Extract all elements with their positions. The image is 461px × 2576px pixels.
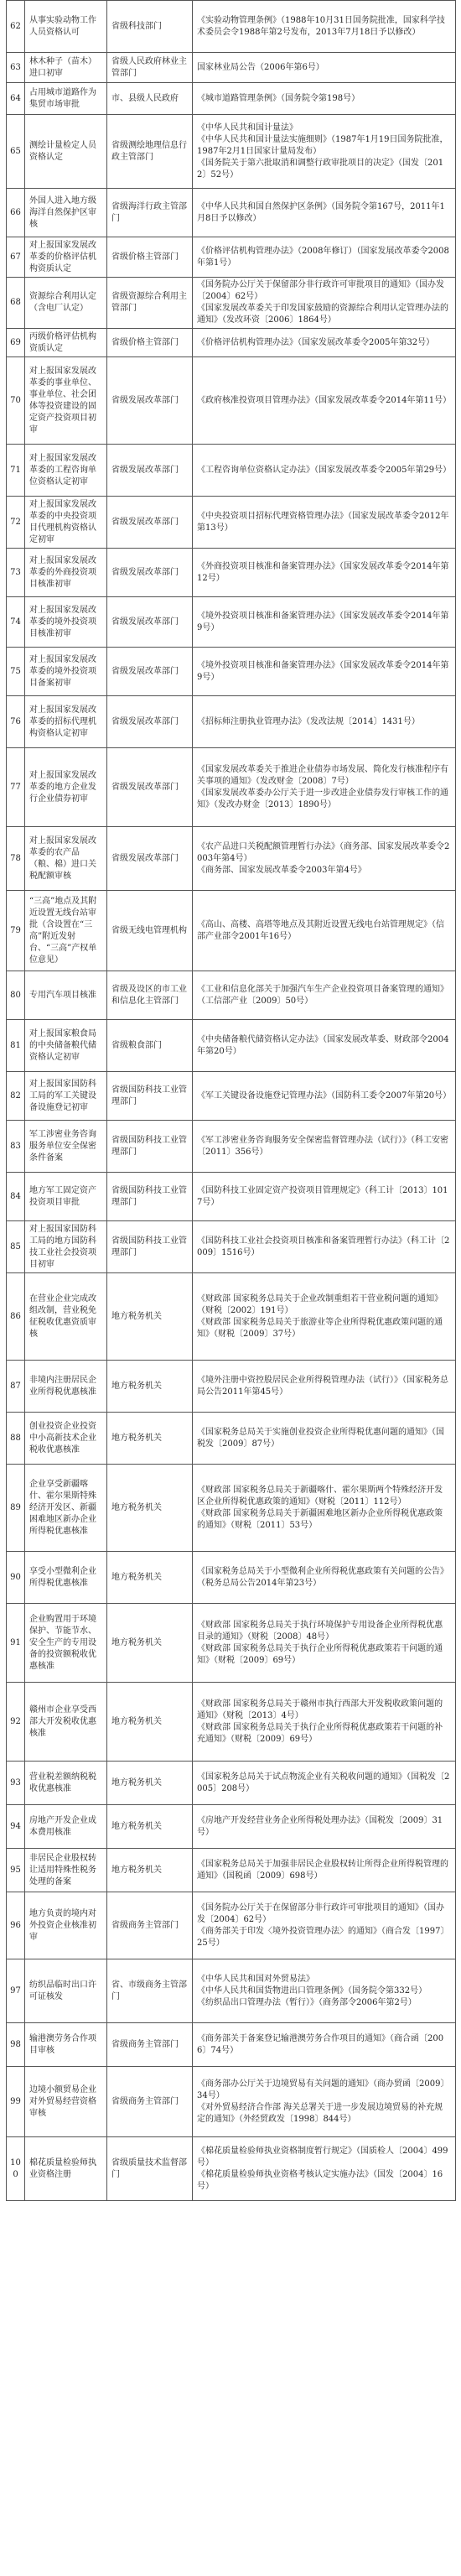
- item-name-cell: 边境小额贸易企业对外贸易经营资格审核: [25, 2067, 107, 2137]
- legal-basis-cell: 《国家税务总局关于加强非居民企业股权转让所得企业所得税管理的通知》（国税函〔2009〕698号）: [193, 1849, 456, 1892]
- table-row: [7, 1413, 456, 1465]
- item-name-cell: 在营业企业完成改组改制，营业税免征税收优惠资质审核: [25, 1273, 107, 1361]
- table-row: [7, 497, 456, 549]
- item-name-cell: 军工涉密业务咨询服务单位安全保密条件备案: [25, 1121, 107, 1173]
- department-cell: 省级发展改革部门: [107, 648, 193, 696]
- table-row: [7, 1762, 456, 1805]
- table-row: [7, 237, 456, 278]
- department-cell: 地方税务机关: [107, 1552, 193, 1604]
- item-name-cell: 对上报国家国防科工局的地方国防科技工业社会投资项目初审: [25, 1221, 107, 1273]
- department-cell: 省级及设区的市工业和信息化主管部门: [107, 971, 193, 1020]
- legal-basis-cell: 《价格评估机构管理办法》（国家发展改革委令2005年第32号）: [193, 329, 456, 357]
- department-cell: 省级无线电管理机构: [107, 891, 193, 971]
- table-row: [7, 1, 456, 53]
- legal-basis-cell: 《中华人民共和国对外贸易法》 《中华人民共和国货物进出口管理条例》（国务院令第332号） 《纺织品出口管理办法（暂行）》（商务部令2006年第2号）: [193, 1959, 456, 2023]
- table-row: [7, 748, 456, 827]
- department-cell: 地方税务机关: [107, 1762, 193, 1805]
- table-row: [7, 891, 456, 971]
- department-cell: 省级国防科技工业管理部门: [107, 1072, 193, 1121]
- item-name-cell: 从事实验动物工作人员资格认可: [25, 1, 107, 53]
- legal-basis-cell: 《国家税务总局关于小型微利企业所得税优惠政策有关问题的公告》（税务总局公告2014年第23号）: [193, 1552, 456, 1604]
- row-number-cell: 87: [7, 1361, 25, 1413]
- item-name-cell: 非居民企业股权转让适用特殊性税务处理的备案: [25, 1849, 107, 1892]
- legal-basis-cell: 《商务部关于备案登记输港澳劳务合作项目的通知》（商合函〔2006〕74号）: [193, 2023, 456, 2067]
- item-name-cell: 对上报国家粮食局的中央储备粮代储资格认定初审: [25, 1020, 107, 1072]
- row-number-cell: 81: [7, 1020, 25, 1072]
- row-number-cell: 82: [7, 1072, 25, 1121]
- department-cell: 省级海洋行政主管部门: [107, 189, 193, 237]
- row-number-cell: 67: [7, 237, 25, 278]
- department-cell: 省级国防科技工业管理部门: [107, 1121, 193, 1173]
- legal-basis-cell: 《中华人民共和国自然保护区条例》（国务院令第167号，2011年1月8日予以修改）: [193, 189, 456, 237]
- row-number-cell: 84: [7, 1173, 25, 1221]
- table-row: [7, 83, 456, 115]
- table-row: [7, 1121, 456, 1173]
- row-number-cell: 71: [7, 445, 25, 497]
- table-row: [7, 1604, 456, 1683]
- department-cell: 省级发展改革部门: [107, 549, 193, 597]
- item-name-cell: 地方负责的境内对外投资企业核准初审: [25, 1892, 107, 1959]
- table-row: [7, 189, 456, 237]
- legal-basis-cell: 《外商投资项目核准和备案管理办法》（国家发展改革委令2014年第12号）: [193, 549, 456, 597]
- row-number-cell: 92: [7, 1683, 25, 1762]
- table-row: [7, 2067, 456, 2137]
- department-cell: 省级国防科技工业管理部门: [107, 1173, 193, 1221]
- legal-basis-cell: 《境外投资项目核准和备案管理办法》（国家发展改革委令2014年第9号）: [193, 597, 456, 648]
- item-name-cell: 对上报国家发展改革委的境外投资项目备案初审: [25, 648, 107, 696]
- item-name-cell: 地方军工固定资产投资项目审批: [25, 1173, 107, 1221]
- item-name-cell: 资源综合利用认定（含电厂认定）: [25, 278, 107, 329]
- row-number-cell: 86: [7, 1273, 25, 1361]
- legal-basis-cell: 《中央投资项目招标代理资格管理办法》（国家发展改革委令2012年第13号）: [193, 497, 456, 549]
- legal-basis-cell: 《财政部 国家税务总局关于执行环境保护专用设备企业所得税优惠目录的通知》（财税〔2008〕48号） 《财政部 国家税务总局关于执行企业所得税优惠政策若干问题的通知》（财税〔2009〕69号）: [193, 1604, 456, 1683]
- legal-basis-cell: 《财政部 国家税务总局关于赣州市执行西部大开发税收政策问题的通知》（财税〔2013〕4号） 《财政部 国家税务总局关于执行企业所得税优惠政策若干问题的补充通知》（财税〔2009〕69号）: [193, 1683, 456, 1762]
- legal-basis-cell: 《国家税务总局关于试点物流企业有关税收问题的通知》（国税发〔2005〕208号）: [193, 1762, 456, 1805]
- table-row: [7, 1552, 456, 1604]
- department-cell: 地方税务机关: [107, 1683, 193, 1762]
- row-number-cell: 65: [7, 115, 25, 189]
- row-number-cell: 66: [7, 189, 25, 237]
- legal-basis-cell: 《招标师注册执业管理办法》（发改法规〔2014〕1431号）: [193, 696, 456, 748]
- legal-basis-cell: 《棉花质量检验师执业资格制度暂行规定》（国质检人〔2004〕499号） 《棉花质量检验师执业资格考核认定实施办法》（国发〔2004〕16号）: [193, 2137, 456, 2201]
- table-row: [7, 1072, 456, 1121]
- table-row: [7, 827, 456, 891]
- legal-basis-cell: 《价格评估机构管理办法》（2008年修订）（国家发展改革委令2008年第1号）: [193, 237, 456, 278]
- item-name-cell: 专用汽车项目核准: [25, 971, 107, 1020]
- row-number-cell: 90: [7, 1552, 25, 1604]
- row-number-cell: 100: [7, 2137, 25, 2201]
- item-name-cell: 丙级价格评估机构资质认定: [25, 329, 107, 357]
- row-number-cell: 72: [7, 497, 25, 549]
- row-number-cell: 64: [7, 83, 25, 115]
- department-cell: 省级质量技术监督部门: [107, 2137, 193, 2201]
- row-number-cell: 93: [7, 1762, 25, 1805]
- item-name-cell: 棉花质量检验师执业资格注册: [25, 2137, 107, 2201]
- item-name-cell: 测绘计量检定人员资格认定: [25, 115, 107, 189]
- table-body: [7, 1, 456, 2201]
- table-row: [7, 115, 456, 189]
- row-number-cell: 94: [7, 1805, 25, 1849]
- row-number-cell: 62: [7, 1, 25, 53]
- row-number-cell: 74: [7, 597, 25, 648]
- row-number-cell: 97: [7, 1959, 25, 2023]
- row-number-cell: 99: [7, 2067, 25, 2137]
- department-cell: 省级发展改革部门: [107, 696, 193, 748]
- legal-basis-cell: 《境外注册中资控股居民企业所得税管理办法（试行）》（国家税务总局公告2011年第45号）: [193, 1361, 456, 1413]
- item-name-cell: 营业税差额纳税税收优惠核准: [25, 1762, 107, 1805]
- table-row: [7, 1959, 456, 2023]
- department-cell: 省级价格主管部门: [107, 237, 193, 278]
- department-cell: 省级测绘地理信息行政主管部门: [107, 115, 193, 189]
- item-name-cell: 非境内注册居民企业所得税优惠核准: [25, 1361, 107, 1413]
- row-number-cell: 77: [7, 748, 25, 827]
- legal-basis-cell: 《国家税务总局关于实施创业投资企业所得税优惠问题的通知》（国税发〔2009〕87号）: [193, 1413, 456, 1465]
- row-number-cell: 89: [7, 1465, 25, 1552]
- department-cell: 市、县级人民政府: [107, 83, 193, 115]
- item-name-cell: 房地产开发企业成本费用核准: [25, 1805, 107, 1849]
- department-cell: 省级发展改革部门: [107, 497, 193, 549]
- legal-basis-cell: 《工程咨询单位资格认定办法》（国家发展改革委令2005年第29号）: [193, 445, 456, 497]
- legal-basis-cell: 国家林业局公告（2006年第6号）: [193, 53, 456, 83]
- item-name-cell: 林木种子（苗木）进口初审: [25, 53, 107, 83]
- legal-basis-cell: 《国家发展改革委关于推进企业债券市场发展、简化发行核准程序有关事项的通知》（发改财金〔2008〕7号） 《国家发展改革委办公厅关于进一步改进企业债券发行审核工作的通知》（发改办财金〔2013〕1890号）: [193, 748, 456, 827]
- legal-basis-cell: 《军工涉密业务咨询服务安全保密监督管理办法（试行）》（科工安密〔2011〕356号）: [193, 1121, 456, 1173]
- row-number-cell: 98: [7, 2023, 25, 2067]
- table-row: [7, 278, 456, 329]
- table-row: [7, 971, 456, 1020]
- item-name-cell: 企业享受新疆喀什、霍尔果斯特殊经济开发区、新疆困难地区新办企业所得税优惠核准: [25, 1465, 107, 1552]
- table-row: [7, 445, 456, 497]
- item-name-cell: 对上报国家发展改革委的中央投资项目代理机构资格认定初审: [25, 497, 107, 549]
- legal-basis-cell: 《境外投资项目核准和备案管理办法》（国家发展改革委令2014年第9号）: [193, 648, 456, 696]
- row-number-cell: 76: [7, 696, 25, 748]
- table-row: [7, 1361, 456, 1413]
- item-name-cell: 对上报国家发展改革委的工程咨询单位资格认定初审: [25, 445, 107, 497]
- legal-basis-cell: 《中央储备粮代储资格认定办法》（国家发展改革委、财政部令2004年第20号）: [193, 1020, 456, 1072]
- table-row: [7, 1273, 456, 1361]
- department-cell: 省级发展改革部门: [107, 357, 193, 445]
- legal-basis-cell: 《房地产开发经营业务企业所得税处理办法》（国税发〔2009〕31号）: [193, 1805, 456, 1849]
- department-cell: 地方税务机关: [107, 1604, 193, 1683]
- item-name-cell: 对上报国家发展改革委的农产品（粮、棉）进口关税配额审核: [25, 827, 107, 891]
- department-cell: 地方税务机关: [107, 1361, 193, 1413]
- department-cell: 地方税务机关: [107, 1805, 193, 1849]
- department-cell: 省级发展改革部门: [107, 597, 193, 648]
- item-name-cell: 享受小型微利企业所得税优惠核准: [25, 1552, 107, 1604]
- department-cell: 省、市级商务主管部门: [107, 1959, 193, 2023]
- legal-basis-cell: 《国防科技工业社会投资项目核准和备案管理暂行办法》（科工计〔2009〕1516号）: [193, 1221, 456, 1273]
- legal-basis-cell: 《中华人民共和国计量法》 《中华人民共和国计量法实施细则》（1987年1月19日国务院批准，1987年2月1日国家计量局发布） 《国务院关于第六批取消和调整行政审批项目的决定》（国发〔2012〕52号）: [193, 115, 456, 189]
- item-name-cell: 对上报国家发展改革委的招标代理机构资格认定初审: [25, 696, 107, 748]
- item-name-cell: 对上报国家发展改革委的外商投资项目核准初审: [25, 549, 107, 597]
- legal-basis-cell: 《军工关键设备设施登记管理办法》（国防科工委令2007年第20号）: [193, 1072, 456, 1121]
- department-cell: 省级商务主管部门: [107, 2067, 193, 2137]
- table-row: [7, 1020, 456, 1072]
- table-row: [7, 1892, 456, 1959]
- row-number-cell: 88: [7, 1413, 25, 1465]
- table-row: [7, 1173, 456, 1221]
- approval-items-table: [6, 0, 456, 2201]
- table-row: [7, 2023, 456, 2067]
- table-row: [7, 696, 456, 748]
- department-cell: 地方税务机关: [107, 1413, 193, 1465]
- table-row: [7, 357, 456, 445]
- row-number-cell: 75: [7, 648, 25, 696]
- table-row: [7, 2137, 456, 2201]
- department-cell: 省级国防科技工业管理部门: [107, 1221, 193, 1273]
- row-number-cell: 79: [7, 891, 25, 971]
- department-cell: 省级价格主管部门: [107, 329, 193, 357]
- row-number-cell: 68: [7, 278, 25, 329]
- item-name-cell: 外国人进入地方级海洋自然保护区审核: [25, 189, 107, 237]
- row-number-cell: 85: [7, 1221, 25, 1273]
- row-number-cell: 69: [7, 329, 25, 357]
- item-name-cell: 对上报国家发展改革委的地方企业发行企业债券初审: [25, 748, 107, 827]
- department-cell: 省级发展改革部门: [107, 827, 193, 891]
- row-number-cell: 91: [7, 1604, 25, 1683]
- table-row: [7, 648, 456, 696]
- row-number-cell: 78: [7, 827, 25, 891]
- row-number-cell: 83: [7, 1121, 25, 1173]
- legal-basis-cell: 《实验动物管理条例》（1988年10月31日国务院批准，国家科学技术委员会令1988年第2号发布，2013年7月18日予以修改）: [193, 1, 456, 53]
- item-name-cell: 赣州市企业享受西部大开发税收优惠核准: [25, 1683, 107, 1762]
- table-row: [7, 549, 456, 597]
- department-cell: 省级发展改革部门: [107, 748, 193, 827]
- table-row: [7, 597, 456, 648]
- table-row: [7, 53, 456, 83]
- item-name-cell: 对上报国家发展改革委的事业单位、事业单位、社会团体等投资建设的固定资产投资项目初审: [25, 357, 107, 445]
- row-number-cell: 96: [7, 1892, 25, 1959]
- legal-basis-cell: 《高山、高楼、高塔等地点及其附近设置无线电台站管理规定》（信部产业部令2001年16号）: [193, 891, 456, 971]
- table-row: [7, 329, 456, 357]
- item-name-cell: 对上报国家国防科工局的军工关键设备设施登记初审: [25, 1072, 107, 1121]
- department-cell: 省级商务主管部门: [107, 1892, 193, 1959]
- table-row: [7, 1849, 456, 1892]
- department-cell: 省级科技部门: [107, 1, 193, 53]
- legal-basis-cell: 《商务部办公厅关于边境贸易有关问题的通知》（商办贸函〔2009〕34号） 《对外贸易经济合作部 海关总署关于进一步发展边境贸易的补充规定的通知》（外经贸政发〔1998〕844号）: [193, 2067, 456, 2137]
- item-name-cell: “三高”地点及其附近设置无线台站审批（含设置在“三高”附近发射台、“三高”产权单位意见）: [25, 891, 107, 971]
- legal-basis-cell: 《财政部 国家税务总局关于企业改制重组若干营业税问题的通知》（财税〔2002〕191号） 《财政部 国家税务总局关于旅游业等企业所得税优惠政策问题的通知》（财税〔2009〕37号）: [193, 1273, 456, 1361]
- department-cell: 省级资源综合利用主管部门: [107, 278, 193, 329]
- item-name-cell: 创业投资企业投资中小高新技术企业税收优惠核准: [25, 1413, 107, 1465]
- row-number-cell: 63: [7, 53, 25, 83]
- row-number-cell: 80: [7, 971, 25, 1020]
- row-number-cell: 95: [7, 1849, 25, 1892]
- item-name-cell: 占用城市道路作为集贸市场审批: [25, 83, 107, 115]
- item-name-cell: 对上报国家发展改革委的价格评估机构资质认定: [25, 237, 107, 278]
- item-name-cell: 对上报国家发展改革委的境外投资项目核准初审: [25, 597, 107, 648]
- table-row: [7, 1221, 456, 1273]
- row-number-cell: 73: [7, 549, 25, 597]
- legal-basis-cell: 《政府核准投资项目管理办法》（国家发展改革委令2014年第11号）: [193, 357, 456, 445]
- row-number-cell: 70: [7, 357, 25, 445]
- legal-basis-cell: 《工业和信息化部关于加强汽车生产企业投资项目备案管理的通知》（工信部产业〔2009〕50号）: [193, 971, 456, 1020]
- department-cell: 省级人民政府林业主管部门: [107, 53, 193, 83]
- legal-basis-cell: 《农产品进口关税配额管理暂行办法》（商务部、国家发展改革委令2003年第4号） 《商务部、国家发展改革委令2003年第4号》: [193, 827, 456, 891]
- department-cell: 省级发展改革部门: [107, 445, 193, 497]
- item-name-cell: 输港澳劳务合作项目审核: [25, 2023, 107, 2067]
- table-row: [7, 1683, 456, 1762]
- department-cell: 地方税务机关: [107, 1273, 193, 1361]
- legal-basis-cell: 《财政部 国家税务总局关于新疆喀什、霍尔果斯两个特殊经济开发区企业所得税优惠政策的通知》（财税〔2011〕112号） 《财政部 国家税务总局关于新疆困难地区新办企业所得税优惠政策的通知》（财税〔2011〕53号）: [193, 1465, 456, 1552]
- legal-basis-cell: 《城市道路管理条例》（国务院令第198号）: [193, 83, 456, 115]
- legal-basis-cell: 《国务院办公厅关于保留部分非行政许可审批项目的通知》（国办发〔2004〕62号） 《国家发展改革委关于印发国家鼓励的资源综合利用认定管理办法的通知》（发改环资〔2006〕1864号）: [193, 278, 456, 329]
- department-cell: 省级粮食部门: [107, 1020, 193, 1072]
- department-cell: 省级商务主管部门: [107, 2023, 193, 2067]
- department-cell: 地方税务机关: [107, 1465, 193, 1552]
- table-row: [7, 1465, 456, 1552]
- item-name-cell: 纺织品临时出口许可证核发: [25, 1959, 107, 2023]
- table-row: [7, 1805, 456, 1849]
- legal-basis-cell: 《国务院办公厅关于在保留部分非行政许可审批项目的通知》（国办发〔2004〕62号） 《商务部关于印发〈境外投资管理办法〉的通知》（商合发〔1997〕25号）: [193, 1892, 456, 1959]
- item-name-cell: 企业购置用于环境保护、节能节水、安全生产的专用设备的投资额税收优惠核准: [25, 1604, 107, 1683]
- department-cell: 地方税务机关: [107, 1849, 193, 1892]
- legal-basis-cell: 《国防科技工业固定资产投资项目管理规定》（科工计〔2013〕1017号）: [193, 1173, 456, 1221]
